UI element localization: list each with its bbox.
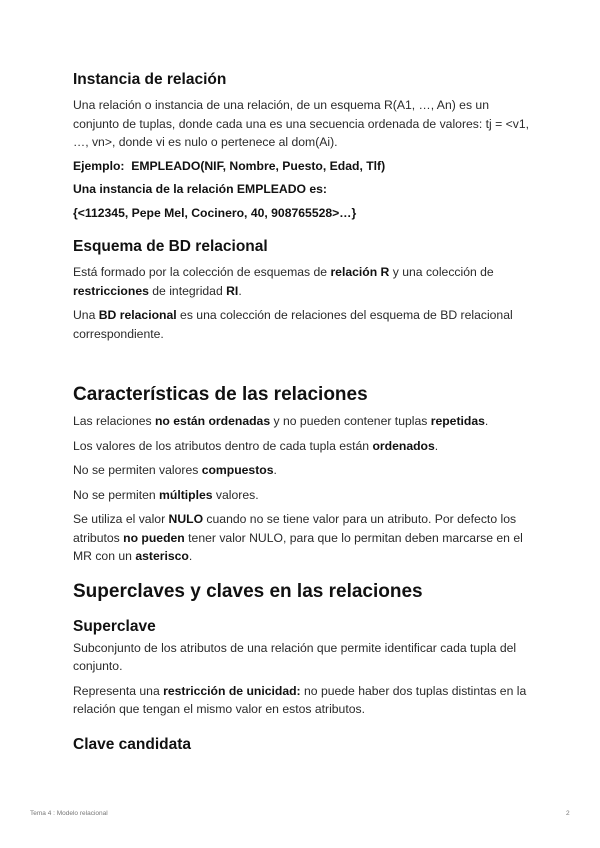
text-span: Está formado por la colección de esquemas de (73, 265, 331, 279)
caracteristica-5 (73, 510, 533, 566)
text-span: Representa una (73, 683, 164, 698)
text-span: Las relaciones (73, 414, 155, 428)
text-span: de integridad (148, 283, 227, 298)
heading-instancia: Instancia de relación (73, 71, 227, 88)
text-span: es una colección de relaciones del esquema de BD relacional correspondiente. (73, 308, 513, 341)
document-page (73, 70, 533, 755)
caracteristica-2 (73, 437, 533, 456)
bold-span: asterisco (135, 549, 189, 563)
page-number: 2 (566, 810, 570, 817)
heading-superclave: Superclave (73, 617, 156, 635)
example-value: EMPLEADO(NIF, Nombre, Puesto, Edad, Tlf) (131, 158, 386, 173)
paragraph-superclave-2 (73, 682, 533, 719)
text-span: No se permiten valores (73, 463, 202, 477)
text-span: tener valor NULO, para que lo permitan deben marcarse en el MR con un (73, 530, 523, 563)
paragraph-instancia: Una relación o instancia de una relación, de un esquema R(A1, …, An) es un conjunto de tuplas, donde cada una es una secuencia ordenada de valores: tj = <v1, …, vn>, donde vi es nulo o pertenece al dom(Ai). (73, 98, 530, 149)
example-label: Ejemplo: (73, 158, 125, 173)
text-span: no puede haber dos tuplas distintas en la relación que tengan el mismo valor en estos atributos. (73, 683, 527, 716)
tuple-line: {<112345, Pepe Mel, Cocinero, 40, 908765528>…} (73, 205, 357, 220)
bold-span: relación R (330, 265, 390, 279)
text-span: Los valores de los atributos dentro de cada tupla están (73, 438, 373, 453)
text-span: . (484, 414, 489, 428)
text-span: No se permiten (73, 487, 160, 502)
text-span: . (273, 463, 277, 477)
text-span: Una (73, 308, 99, 322)
heading-caracteristicas: Características de las relaciones (73, 384, 368, 405)
bold-span: compuestos (201, 463, 274, 477)
bold-span: restricción de unicidad: (163, 683, 301, 698)
text-span: . (188, 549, 193, 563)
paragraph-esquema-1 (73, 263, 533, 300)
instance-line: Una instancia de la relación EMPLEADO es: (73, 182, 327, 196)
caracteristica-1 (73, 412, 533, 431)
bold-span: múltiples (159, 487, 213, 502)
text-span: Se utiliza el valor (73, 512, 169, 526)
heading-superclaves: Superclaves y claves en las relaciones (73, 580, 423, 602)
heading-clave-candidata: Clave candidata (73, 735, 192, 753)
text-span: y una colección de (389, 265, 494, 279)
paragraph-superclave-1: Subconjunto de los atributos de una relación que permite identificar cada tupla del conjunto. (73, 640, 517, 673)
bold-span: no están ordenadas (154, 414, 271, 428)
text-span: . (238, 283, 242, 298)
paragraph-esquema-2 (73, 306, 533, 343)
bold-span: RI (226, 283, 239, 298)
bold-span: ordenados (372, 438, 435, 453)
caracteristica-3 (73, 461, 533, 480)
bold-span: no pueden (123, 530, 185, 545)
text-span: cuando no se tiene valor para un atributo. Por defecto los atributos (73, 512, 517, 545)
bold-span: repetidas (430, 414, 485, 428)
bold-span: BD relacional (98, 308, 177, 322)
text-span: y no pueden contener tuplas (270, 414, 431, 428)
footer-title: Tema 4 : Modelo relacional (30, 810, 108, 817)
text-span: valores. (212, 487, 259, 502)
caracteristica-4 (73, 486, 533, 505)
text-span: . (434, 438, 439, 453)
bold-span: NULO (168, 512, 204, 526)
example-line (73, 157, 533, 176)
heading-esquema: Esquema de BD relacional (73, 238, 268, 255)
bold-span: restricciones (73, 283, 149, 298)
